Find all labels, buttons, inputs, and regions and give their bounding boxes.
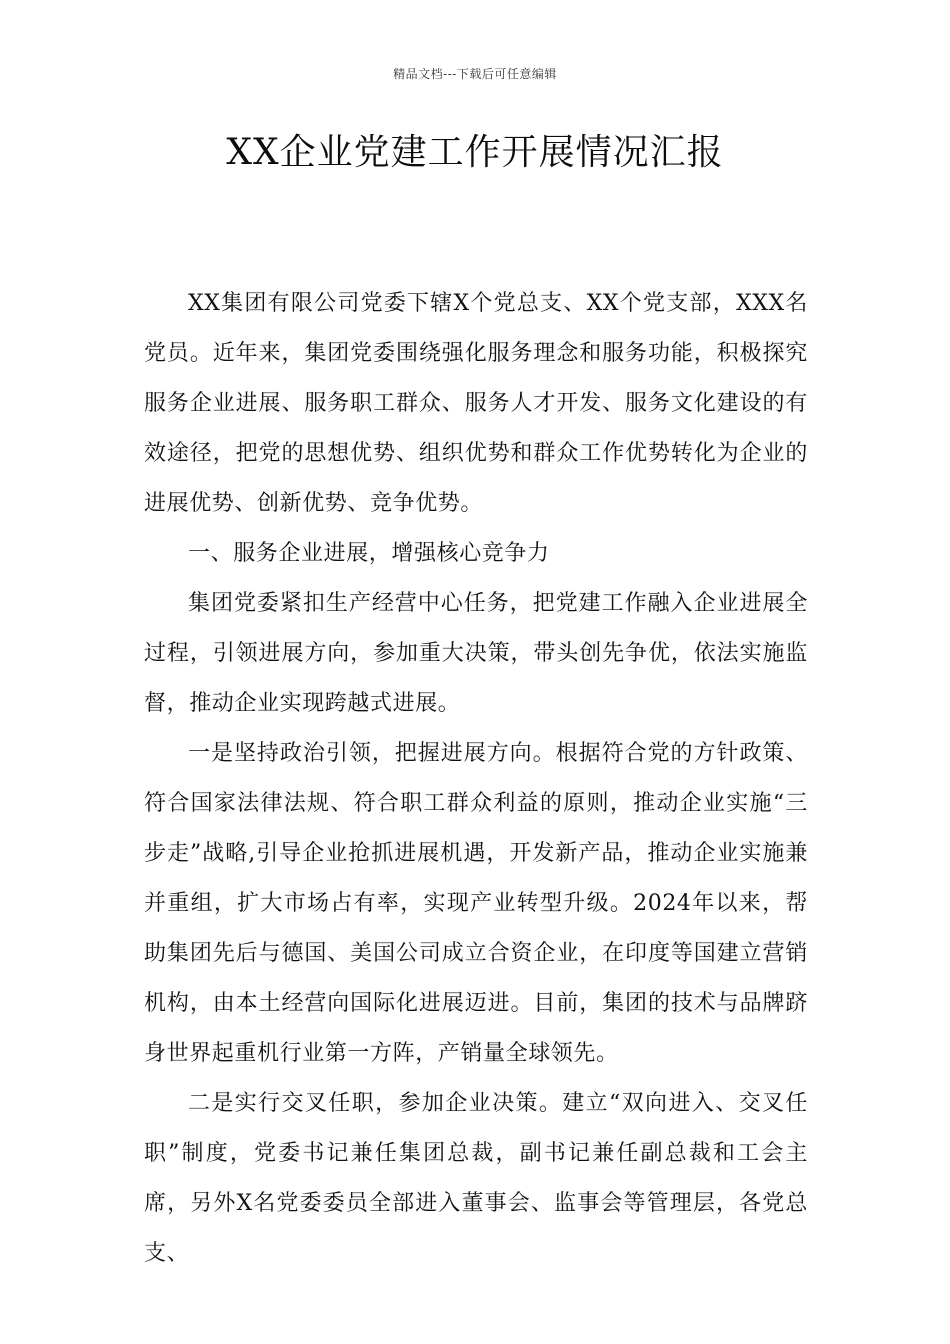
paragraph-section-1: 集团党委紧扣生产经营中心任务，把党建工作融入企业进展全过程，引领进展方向，参加重大决策，带头创先争优，依法实施监督，推动企业实现跨越式进展。 — [144, 591, 808, 716]
paragraph-point-1: 一是坚持政治引领，把握进展方向。根据符合党的方针政策、符合国家法律法规、符合职工群众利益的原则，推动企业实施“三步走”战略,引导企业抢抓进展机遇，开发新产品，推动企业实施兼并重组，扩大市场占有率，实现产业转型升级。2024年以来，帮助集团先后与德国、美国公司成立合资企业，在印度等国建立营销机构，由本土经营向国际化进展迈进。目前，集团的技术与品牌跻身世界起重机行业第一方阵，产销量全球领先。 — [144, 741, 808, 1066]
document-body — [144, 279, 808, 1279]
section-heading-1: 一、服务企业进展，增强核心竞争力 — [188, 541, 550, 566]
document-title: XX企业党建工作开展情况汇报 — [226, 132, 724, 173]
header-note: 精品文档---下载后可任意编辑 — [393, 67, 557, 81]
paragraph-intro: XX集团有限公司党委下辖X个党总支、XX个党支部，XXX名党员。近年来，集团党委围绕强化服务理念和服务功能，积极探究服务企业进展、服务职工群众、服务人才开发、服务文化建设的有效途径，把党的思想优势、组织优势和群众工作优势转化为企业的进展优势、创新优势、竞争优势。 — [144, 291, 808, 516]
paragraph-point-2: 二是实行交叉任职，参加企业决策。建立“双向进入、交叉任职”制度，党委书记兼任集团总裁，副书记兼任副总裁和工会主席，另外X名党委委员全部进入董事会、监事会等管理层，各党总支、 — [144, 1091, 808, 1266]
